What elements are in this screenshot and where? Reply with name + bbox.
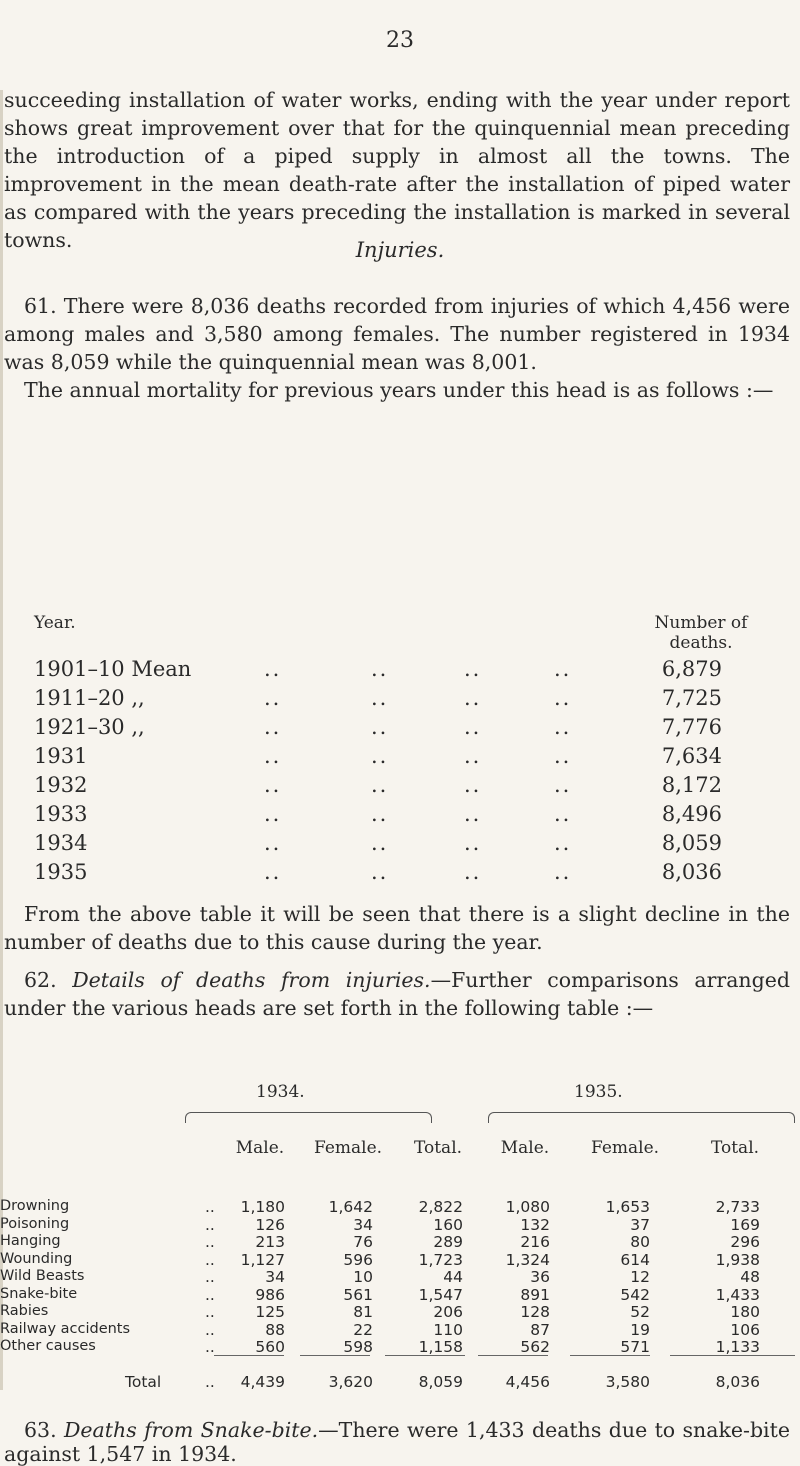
- value-cell: 110: [433, 1320, 463, 1339]
- total-label: Total: [125, 1373, 162, 1391]
- value-cell: 169: [730, 1215, 760, 1234]
- leader-dots: ..: [264, 802, 282, 826]
- leader-dots: ..: [464, 773, 482, 797]
- column-header: Female.: [590, 1138, 660, 1158]
- value-cell: 560: [255, 1338, 285, 1356]
- leader-dots: ..: [371, 686, 389, 710]
- leader-dots: ..: [371, 773, 389, 797]
- value-cell: 81: [353, 1303, 373, 1321]
- cause-cell: Other causes: [0, 1338, 96, 1354]
- paragraph-62: 62. Details of deaths from injuries.—Further comparisons arranged under the various heads are set forth in the following table :—: [4, 968, 790, 1020]
- total-rule: [670, 1355, 795, 1356]
- paragraph-61: 61. There were 8,036 deaths recorded from injuries of which 4,456 were among males and 3,580 among females. The number registered in 1934 was 8,059 while the quinquennial mean was 8,001.: [4, 294, 790, 374]
- value-cell: 986: [255, 1285, 285, 1304]
- value-cell: 1,433: [715, 1285, 760, 1304]
- brace-1935: [488, 1112, 795, 1123]
- leader-dots: ..: [464, 744, 482, 768]
- value-cell: 206: [433, 1303, 463, 1321]
- value-cell: 1,180: [240, 1198, 285, 1216]
- leader-dots: ..: [205, 1198, 215, 1216]
- value-cell: 561: [343, 1285, 373, 1304]
- leader-dots: ..: [554, 773, 572, 797]
- leader-dots: ..: [554, 744, 572, 768]
- year-row: [34, 802, 754, 831]
- leader-dots: ..: [205, 1303, 215, 1321]
- value-cell: 1,324: [505, 1250, 550, 1269]
- value-cell: 88: [265, 1320, 285, 1339]
- leader-dots: ..: [264, 744, 282, 768]
- leader-dots: ..: [205, 1215, 215, 1234]
- column-header: Total.: [710, 1138, 760, 1158]
- value-cell: 125: [255, 1303, 285, 1321]
- value-cell: 126: [255, 1215, 285, 1234]
- leader-dots: ..: [554, 715, 572, 739]
- value-cell: 1,547: [418, 1285, 463, 1304]
- page-margin-shadow: [0, 90, 3, 1390]
- leader-dots: ..: [554, 860, 572, 884]
- leader-dots: ..: [264, 773, 282, 797]
- year-cell: 1921–30 ,,: [34, 715, 145, 739]
- leader-dots: ..: [264, 657, 282, 681]
- year-cell: 1911–20 ,,: [34, 686, 145, 710]
- details-row: [0, 1251, 800, 1267]
- cause-cell: Snake-bite: [0, 1285, 78, 1302]
- value-cell: 596: [343, 1250, 373, 1269]
- paragraph-63-heading: Deaths from Snake-bite.: [63, 1418, 319, 1442]
- cause-cell: Poisoning: [0, 1215, 70, 1232]
- total-cell: 3,580: [605, 1373, 650, 1391]
- year-cell: 1933: [34, 802, 88, 826]
- leader-dots: ..: [205, 1268, 215, 1286]
- value-cell: 542: [620, 1285, 650, 1304]
- year-row: [34, 860, 754, 889]
- value-cell: 1,127: [240, 1250, 285, 1269]
- column-header: Male.: [235, 1138, 285, 1158]
- year-row: [34, 773, 754, 802]
- deaths-cell: 8,496: [661, 802, 722, 826]
- value-cell: 87: [530, 1320, 550, 1339]
- deaths-column-header: Number of deaths.: [654, 613, 748, 653]
- value-cell: 128: [520, 1303, 550, 1321]
- leader-dots: ..: [264, 860, 282, 884]
- page-number: 23: [386, 28, 414, 53]
- leader-dots: ..: [464, 715, 482, 739]
- value-cell: 1,938: [715, 1250, 760, 1269]
- leader-dots: ..: [264, 831, 282, 855]
- leader-dots: ..: [464, 831, 482, 855]
- details-row: [0, 1198, 800, 1214]
- total-cell: 8,059: [418, 1373, 463, 1391]
- year-row: [34, 686, 754, 715]
- year-1935-header: 1935.: [574, 1082, 623, 1102]
- cause-cell: Rabies: [0, 1303, 49, 1319]
- value-cell: 289: [433, 1233, 463, 1251]
- year-cell: 1932: [34, 773, 88, 797]
- deaths-cell: 8,036: [661, 860, 722, 884]
- details-row: [0, 1216, 800, 1232]
- value-cell: 34: [353, 1215, 373, 1234]
- total-cell: 3,620: [328, 1373, 373, 1391]
- value-cell: 80: [630, 1233, 650, 1251]
- value-cell: 1,642: [328, 1198, 373, 1216]
- year-cell: 1934: [34, 831, 88, 855]
- leader-dots: ..: [371, 715, 389, 739]
- leader-dots: ..: [554, 686, 572, 710]
- leader-dots: ..: [464, 802, 482, 826]
- year-cell: 1931: [34, 744, 88, 768]
- leader-dots: ..: [371, 831, 389, 855]
- value-cell: 44: [443, 1268, 463, 1286]
- value-cell: 160: [433, 1215, 463, 1234]
- total-cell: 8,036: [715, 1373, 760, 1391]
- leader-dots: ..: [205, 1320, 215, 1339]
- cause-cell: Wild Beasts: [0, 1268, 85, 1284]
- deaths-cell: 7,776: [661, 715, 722, 739]
- details-row: [0, 1268, 800, 1284]
- value-cell: 12: [630, 1268, 650, 1286]
- value-cell: 76: [353, 1233, 373, 1251]
- cause-cell: Hanging: [0, 1233, 61, 1249]
- year-cell: 1935: [34, 860, 88, 884]
- cause-cell: Drowning: [0, 1198, 70, 1214]
- value-cell: 22: [353, 1320, 373, 1339]
- leader-dots: ..: [464, 860, 482, 884]
- year-row: [34, 657, 754, 686]
- leader-dots: ..: [371, 657, 389, 681]
- cause-cell: Wounding: [0, 1250, 73, 1267]
- year-row: [34, 831, 754, 860]
- value-cell: 19: [630, 1320, 650, 1339]
- brace-1934: [185, 1112, 432, 1123]
- value-cell: 598: [343, 1338, 373, 1356]
- leader-dots: ..: [264, 715, 282, 739]
- value-cell: 614: [620, 1250, 650, 1269]
- value-cell: 2,733: [715, 1198, 760, 1216]
- value-cell: 562: [520, 1338, 550, 1356]
- section-heading-injuries: Injuries.: [355, 238, 445, 262]
- total-rule: [385, 1355, 465, 1356]
- value-cell: 891: [520, 1285, 550, 1304]
- leader-dots: ..: [205, 1285, 215, 1304]
- deaths-cell: 7,634: [661, 744, 722, 768]
- column-header: Total.: [413, 1138, 463, 1158]
- cause-cell: Railway accidents: [0, 1320, 131, 1337]
- year-row: [34, 715, 754, 744]
- details-row: [0, 1303, 800, 1319]
- leader-dots: ..: [205, 1233, 215, 1251]
- total-rule: [214, 1355, 284, 1356]
- column-header: Male.: [500, 1138, 550, 1158]
- value-cell: 1,723: [418, 1250, 463, 1269]
- paragraph-decline: From the above table it will be seen that there is a slight decline in the number of deaths due to this cause during the year.: [4, 902, 790, 954]
- year-column-header: Year.: [34, 613, 76, 633]
- paragraph-63: 63. Deaths from Snake-bite.—There were 1,433 deaths due to snake-bite against 1,547 in 1934.: [4, 1418, 790, 1466]
- paragraph-62-heading: Details of deaths from injuries.: [72, 968, 431, 992]
- paragraph-water-works: succeeding installation of water works, ending with the year under report shows great improvement over that for the quinquennial mean preceding the introduction of a piped supply in almost all the towns. The improvement in the mean death-rate after the installation of piped water as compared with the years preceding the installation is marked in several towns.: [4, 88, 790, 252]
- year-row: [34, 744, 754, 773]
- paragraph-61-followup: The annual mortality for previous years under this head is as follows :—: [24, 378, 774, 402]
- value-cell: 180: [730, 1303, 760, 1321]
- column-header: Female.: [313, 1138, 383, 1158]
- details-row: [0, 1286, 800, 1302]
- value-cell: 10: [353, 1268, 373, 1286]
- value-cell: 34: [265, 1268, 285, 1286]
- leader-dots: ..: [464, 686, 482, 710]
- details-row: [0, 1338, 800, 1354]
- leader-dots: ..: [371, 802, 389, 826]
- value-cell: 132: [520, 1215, 550, 1234]
- value-cell: 52: [630, 1303, 650, 1321]
- total-rule: [478, 1355, 548, 1356]
- details-row: [0, 1321, 800, 1337]
- leader-dots: ..: [205, 1338, 215, 1356]
- total-rule: [300, 1355, 370, 1356]
- value-cell: 213: [255, 1233, 285, 1251]
- year-cell: 1901–10 Mean: [34, 657, 192, 681]
- details-row: [0, 1233, 800, 1249]
- value-cell: 2,822: [418, 1198, 463, 1216]
- total-cell: 4,456: [505, 1373, 550, 1391]
- leader-dots: ..: [554, 831, 572, 855]
- leader-dots: ..: [554, 657, 572, 681]
- value-cell: 1,158: [418, 1338, 463, 1356]
- value-cell: 36: [530, 1268, 550, 1286]
- value-cell: 37: [630, 1215, 650, 1234]
- total-rule: [570, 1355, 650, 1356]
- deaths-cell: 8,059: [661, 831, 722, 855]
- year-1934-header: 1934.: [256, 1082, 305, 1102]
- leader-dots: ..: [371, 744, 389, 768]
- leader-dots: ..: [371, 860, 389, 884]
- value-cell: 106: [730, 1320, 760, 1339]
- value-cell: 48: [740, 1268, 760, 1286]
- deaths-cell: 7,725: [661, 686, 722, 710]
- leader-dots: ..: [264, 686, 282, 710]
- value-cell: 1,080: [505, 1198, 550, 1216]
- leader-dots: ..: [464, 657, 482, 681]
- value-cell: 296: [730, 1233, 760, 1251]
- deaths-cell: 6,879: [661, 657, 722, 681]
- value-cell: 571: [620, 1338, 650, 1356]
- value-cell: 1,133: [715, 1338, 760, 1356]
- leader-dots: ..: [205, 1250, 215, 1269]
- total-cell: 4,439: [240, 1373, 285, 1391]
- leader-dots: ..: [554, 802, 572, 826]
- deaths-cell: 8,172: [661, 773, 722, 797]
- value-cell: 1,653: [605, 1198, 650, 1216]
- value-cell: 216: [520, 1233, 550, 1251]
